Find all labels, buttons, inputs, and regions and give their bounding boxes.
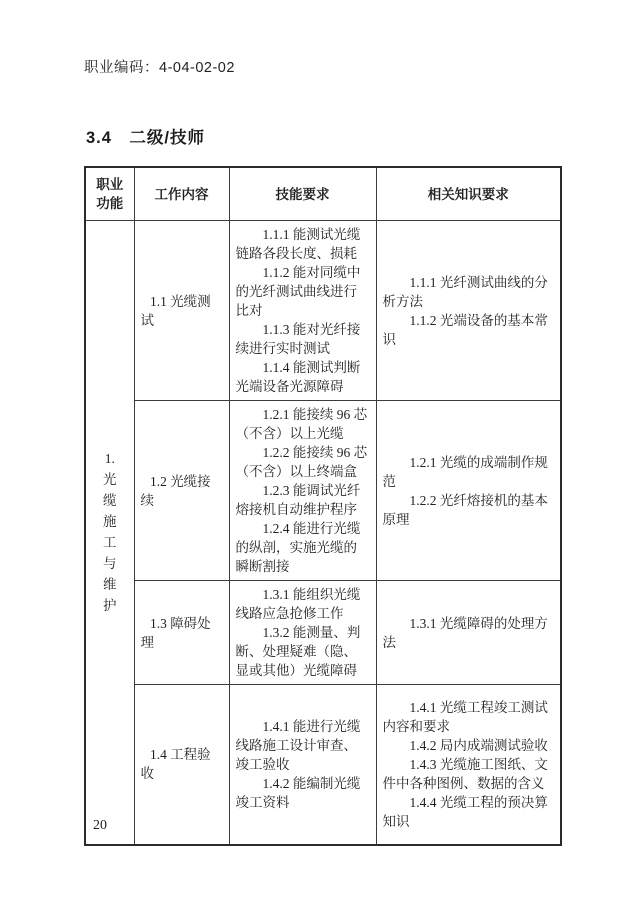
table-row: [85, 581, 561, 685]
skill-item: 1.1.1 能测试光缆链路各段长度、损耗: [235, 227, 361, 261]
knowledge-item: 1.2.2 光纤熔接机的基本原理: [382, 492, 548, 527]
skill-item: 1.1.2 能对同缆中的光纤测试曲线进行比对: [235, 265, 361, 318]
knowledge-cell: [376, 401, 561, 581]
skills-cell: [229, 685, 376, 845]
table-row: [85, 685, 561, 845]
skill-item: 1.4.1 能进行光缆线路施工设计审查、竣工验收: [235, 718, 361, 772]
table-row: [85, 401, 561, 581]
work-content-label: 1.2 光缆接续: [140, 473, 211, 508]
knowledge-cell: [376, 581, 561, 685]
knowledge-item: 1.1.2 光端设备的基本常识: [382, 312, 548, 347]
function-group-cell: [85, 221, 134, 845]
knowledge-item: 1.4.1 光缆工程竣工测试内容和要求: [382, 699, 548, 734]
skill-item: 1.1.3 能对光纤接续进行实时测试: [235, 322, 361, 356]
work-content-cell: [134, 401, 229, 581]
table-header-row: [85, 167, 561, 221]
knowledge-cell: [376, 221, 561, 401]
skill-item: 1.2.4 能进行光缆的纵剖，实施光缆的瞬断割接: [235, 521, 361, 574]
skill-item: 1.2.3 能调试光纤熔接机自动维护程序: [235, 483, 361, 517]
knowledge-cell: [376, 685, 561, 845]
knowledge-item: 1.3.1 光缆障碍的处理方法: [382, 615, 548, 650]
header-knowledge-requirements: 相关知识要求: [376, 167, 561, 221]
page-number: 20: [93, 818, 107, 833]
skill-item: 1.1.4 能测试判断光端设备光源障碍: [235, 360, 361, 394]
knowledge-item: 1.1.1 光纤测试曲线的分析方法: [382, 274, 548, 309]
occupation-code: 职业编码：4-04-02-02: [84, 60, 235, 76]
header-work-content: 工作内容: [134, 167, 229, 221]
skill-requirements-table: [84, 166, 562, 846]
work-content-label: 1.3 障碍处理: [140, 615, 211, 650]
skills-cell: [229, 581, 376, 685]
header-occupation-function: 职业功能: [85, 167, 134, 221]
work-content-cell: [134, 685, 229, 845]
function-group-label: 1. 光缆施工与维护: [103, 451, 117, 614]
work-content-cell: [134, 581, 229, 685]
section-title: 3.4 二级/技师: [86, 129, 206, 147]
skill-item: 1.3.1 能组织光缆线路应急抢修工作: [235, 587, 361, 621]
table-row: [85, 221, 561, 401]
work-content-label: 1.4 工程验收: [140, 747, 211, 782]
knowledge-item: 1.4.4 光缆工程的预决算知识: [382, 794, 548, 829]
work-content-label: 1.1 光缆测试: [140, 293, 211, 328]
header-skill-requirements: 技能要求: [229, 167, 376, 221]
skill-item: 1.2.2 能接续 96 芯（不含）以上终端盒: [235, 445, 368, 479]
knowledge-item: 1.2.1 光缆的成端制作规范: [382, 454, 548, 489]
work-content-cell: [134, 221, 229, 401]
skills-cell: [229, 401, 376, 581]
knowledge-item: 1.4.3 光缆施工图纸、文件中各种图例、数据的含义: [382, 756, 548, 791]
skills-cell: [229, 221, 376, 401]
skill-item: 1.4.2 能编制光缆竣工资料: [235, 775, 361, 810]
skill-item: 1.2.1 能接续 96 芯（不含）以上光缆: [235, 407, 368, 441]
knowledge-item: 1.4.2 局内成端测试验收: [409, 737, 548, 753]
skill-item: 1.3.2 能测量、判断、处理疑难（隐、显或其他）光缆障碍: [235, 625, 361, 678]
